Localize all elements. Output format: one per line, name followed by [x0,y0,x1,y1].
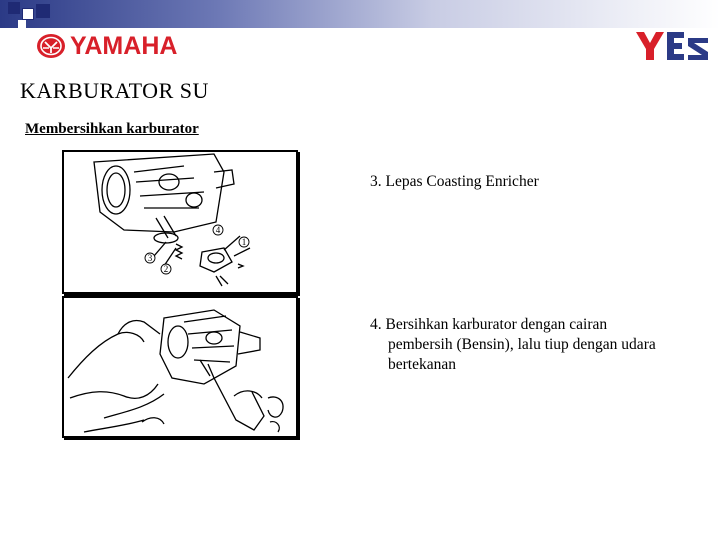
yes-logo [634,30,710,62]
slide-title: KARBURATOR SU [20,78,209,103]
slide-subtitle: Membersihkan karburator [25,121,199,137]
callout-2: 2 [163,264,169,274]
header-square-decoration [8,2,20,14]
step-3 [370,172,539,192]
coasting-enricher-diagram [62,150,298,294]
step-4-number: 4. [370,316,382,333]
header-bar [0,0,720,28]
yamaha-logo [36,32,177,60]
cleaning-carburetor-diagram [62,296,298,438]
header-square-decoration [18,20,26,28]
step-3-text: Lepas Coasting Enricher [385,173,539,190]
callout-1: 1 [241,237,247,247]
step-3-number: 3. [370,173,382,190]
step-4 [370,315,710,375]
step-4-line-3: bertekanan [388,356,456,373]
callout-4: 4 [215,225,221,235]
hand-cleaning-drawing [64,298,296,436]
callout-3: 3 [147,253,153,263]
carburetor-exploded-drawing [64,152,296,292]
header-square-decoration [36,4,50,18]
tuning-fork-emblem-icon [36,33,66,59]
yamaha-wordmark: YAMAHA [70,31,178,60]
header-square-decoration [22,8,34,20]
step-4-line-1: Bersihkan karburator dengan cairan [385,316,608,333]
step-4-line-2: pembersih (Bensin), lalu tiup dengan udara [388,336,656,353]
